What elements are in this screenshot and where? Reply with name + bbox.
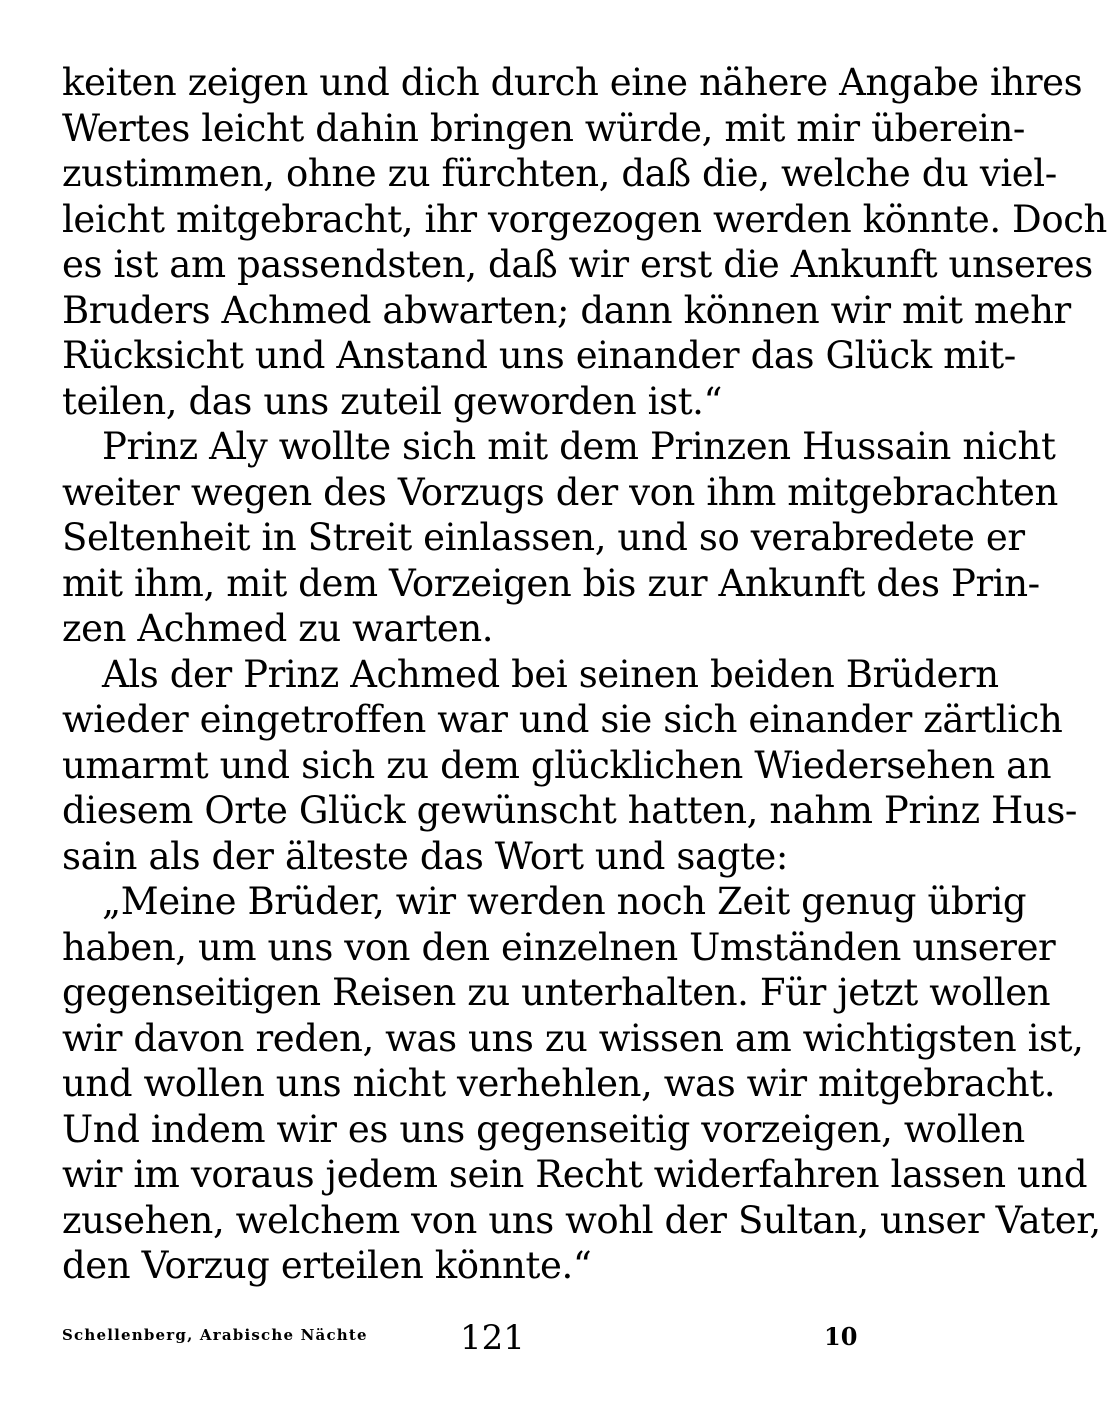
text-line: sain als der älteste das Wort und sagte: bbox=[62, 834, 788, 878]
text-line: zen Achmed zu warten. bbox=[62, 607, 494, 650]
text-line: keiten zeigen und dich durch eine nähere Angabe ihres bbox=[62, 61, 1083, 104]
text-line: leicht mitgebracht, ihr vorgezogen werden könnte. Doch bbox=[62, 197, 1107, 241]
text-line: den Vorzug erteilen könnte.“ bbox=[62, 1244, 592, 1287]
text-line: Bruders Achmed abwarten; dann können wir mit mehr bbox=[62, 288, 1071, 332]
text-line: haben, um uns von den einzelnen Umständen unserer bbox=[62, 925, 1056, 969]
text-line: mit ihm, mit dem Vorzeigen bis zur Ankunft des Prin- bbox=[62, 561, 1040, 605]
text-line: wir davon reden, was uns zu wissen am wichtigsten ist, bbox=[62, 1016, 1084, 1060]
text-line: Rücksicht und Anstand uns einander das Glück mit- bbox=[62, 334, 1016, 377]
text-line: es ist am passendsten, daß wir erst die Ankunft unseres bbox=[62, 243, 1093, 286]
sheet-number: 10 bbox=[824, 1322, 858, 1351]
text-line: wieder eingetroffen war und sie sich einander zärtlich bbox=[62, 698, 1063, 741]
text-line: „Meine Brüder, wir werden noch Zeit genug übrig bbox=[102, 880, 1027, 923]
text-line: Seltenheit in Streit einlassen, und so verabredete er bbox=[62, 516, 1025, 559]
text-line: zusehen, welchem von uns wohl der Sultan, unser Vater, bbox=[62, 1198, 1101, 1242]
text-line: zustimmen, ohne zu fürchten, daß die, welche du viel- bbox=[62, 152, 1057, 195]
text-line: teilen, das uns zuteil geworden ist.“ bbox=[62, 379, 723, 423]
body-text bbox=[62, 60, 1107, 1289]
footer-signature: Schellenberg, Arabische Nächte bbox=[62, 1326, 368, 1344]
text-line: Und indem wir es uns gegenseitig vorzeigen, wollen bbox=[62, 1107, 1025, 1151]
text-line: Wertes leicht dahin bringen würde, mit mir überein- bbox=[62, 106, 1026, 150]
text-line: wir im voraus jedem sein Recht widerfahren lassen und bbox=[62, 1153, 1088, 1196]
text-line: und wollen uns nicht verhehlen, was wir mitgebracht. bbox=[62, 1062, 1056, 1105]
text-line: Als der Prinz Achmed bei seinen beiden Brüdern bbox=[102, 652, 999, 696]
page-number: 121 bbox=[460, 1318, 525, 1358]
text-line: weiter wegen des Vorzugs der von ihm mitgebrachten bbox=[62, 470, 1058, 514]
text-line: Prinz Aly wollte sich mit dem Prinzen Hussain nicht bbox=[102, 425, 1056, 468]
text-line: umarmt und sich zu dem glücklichen Wiedersehen an bbox=[62, 743, 1052, 787]
page-footer bbox=[0, 1318, 1000, 1358]
text-line: gegenseitigen Reisen zu unterhalten. Für jetzt wollen bbox=[62, 971, 1051, 1014]
text-line: diesem Orte Glück gewünscht hatten, nahm Prinz Hus- bbox=[62, 789, 1078, 832]
